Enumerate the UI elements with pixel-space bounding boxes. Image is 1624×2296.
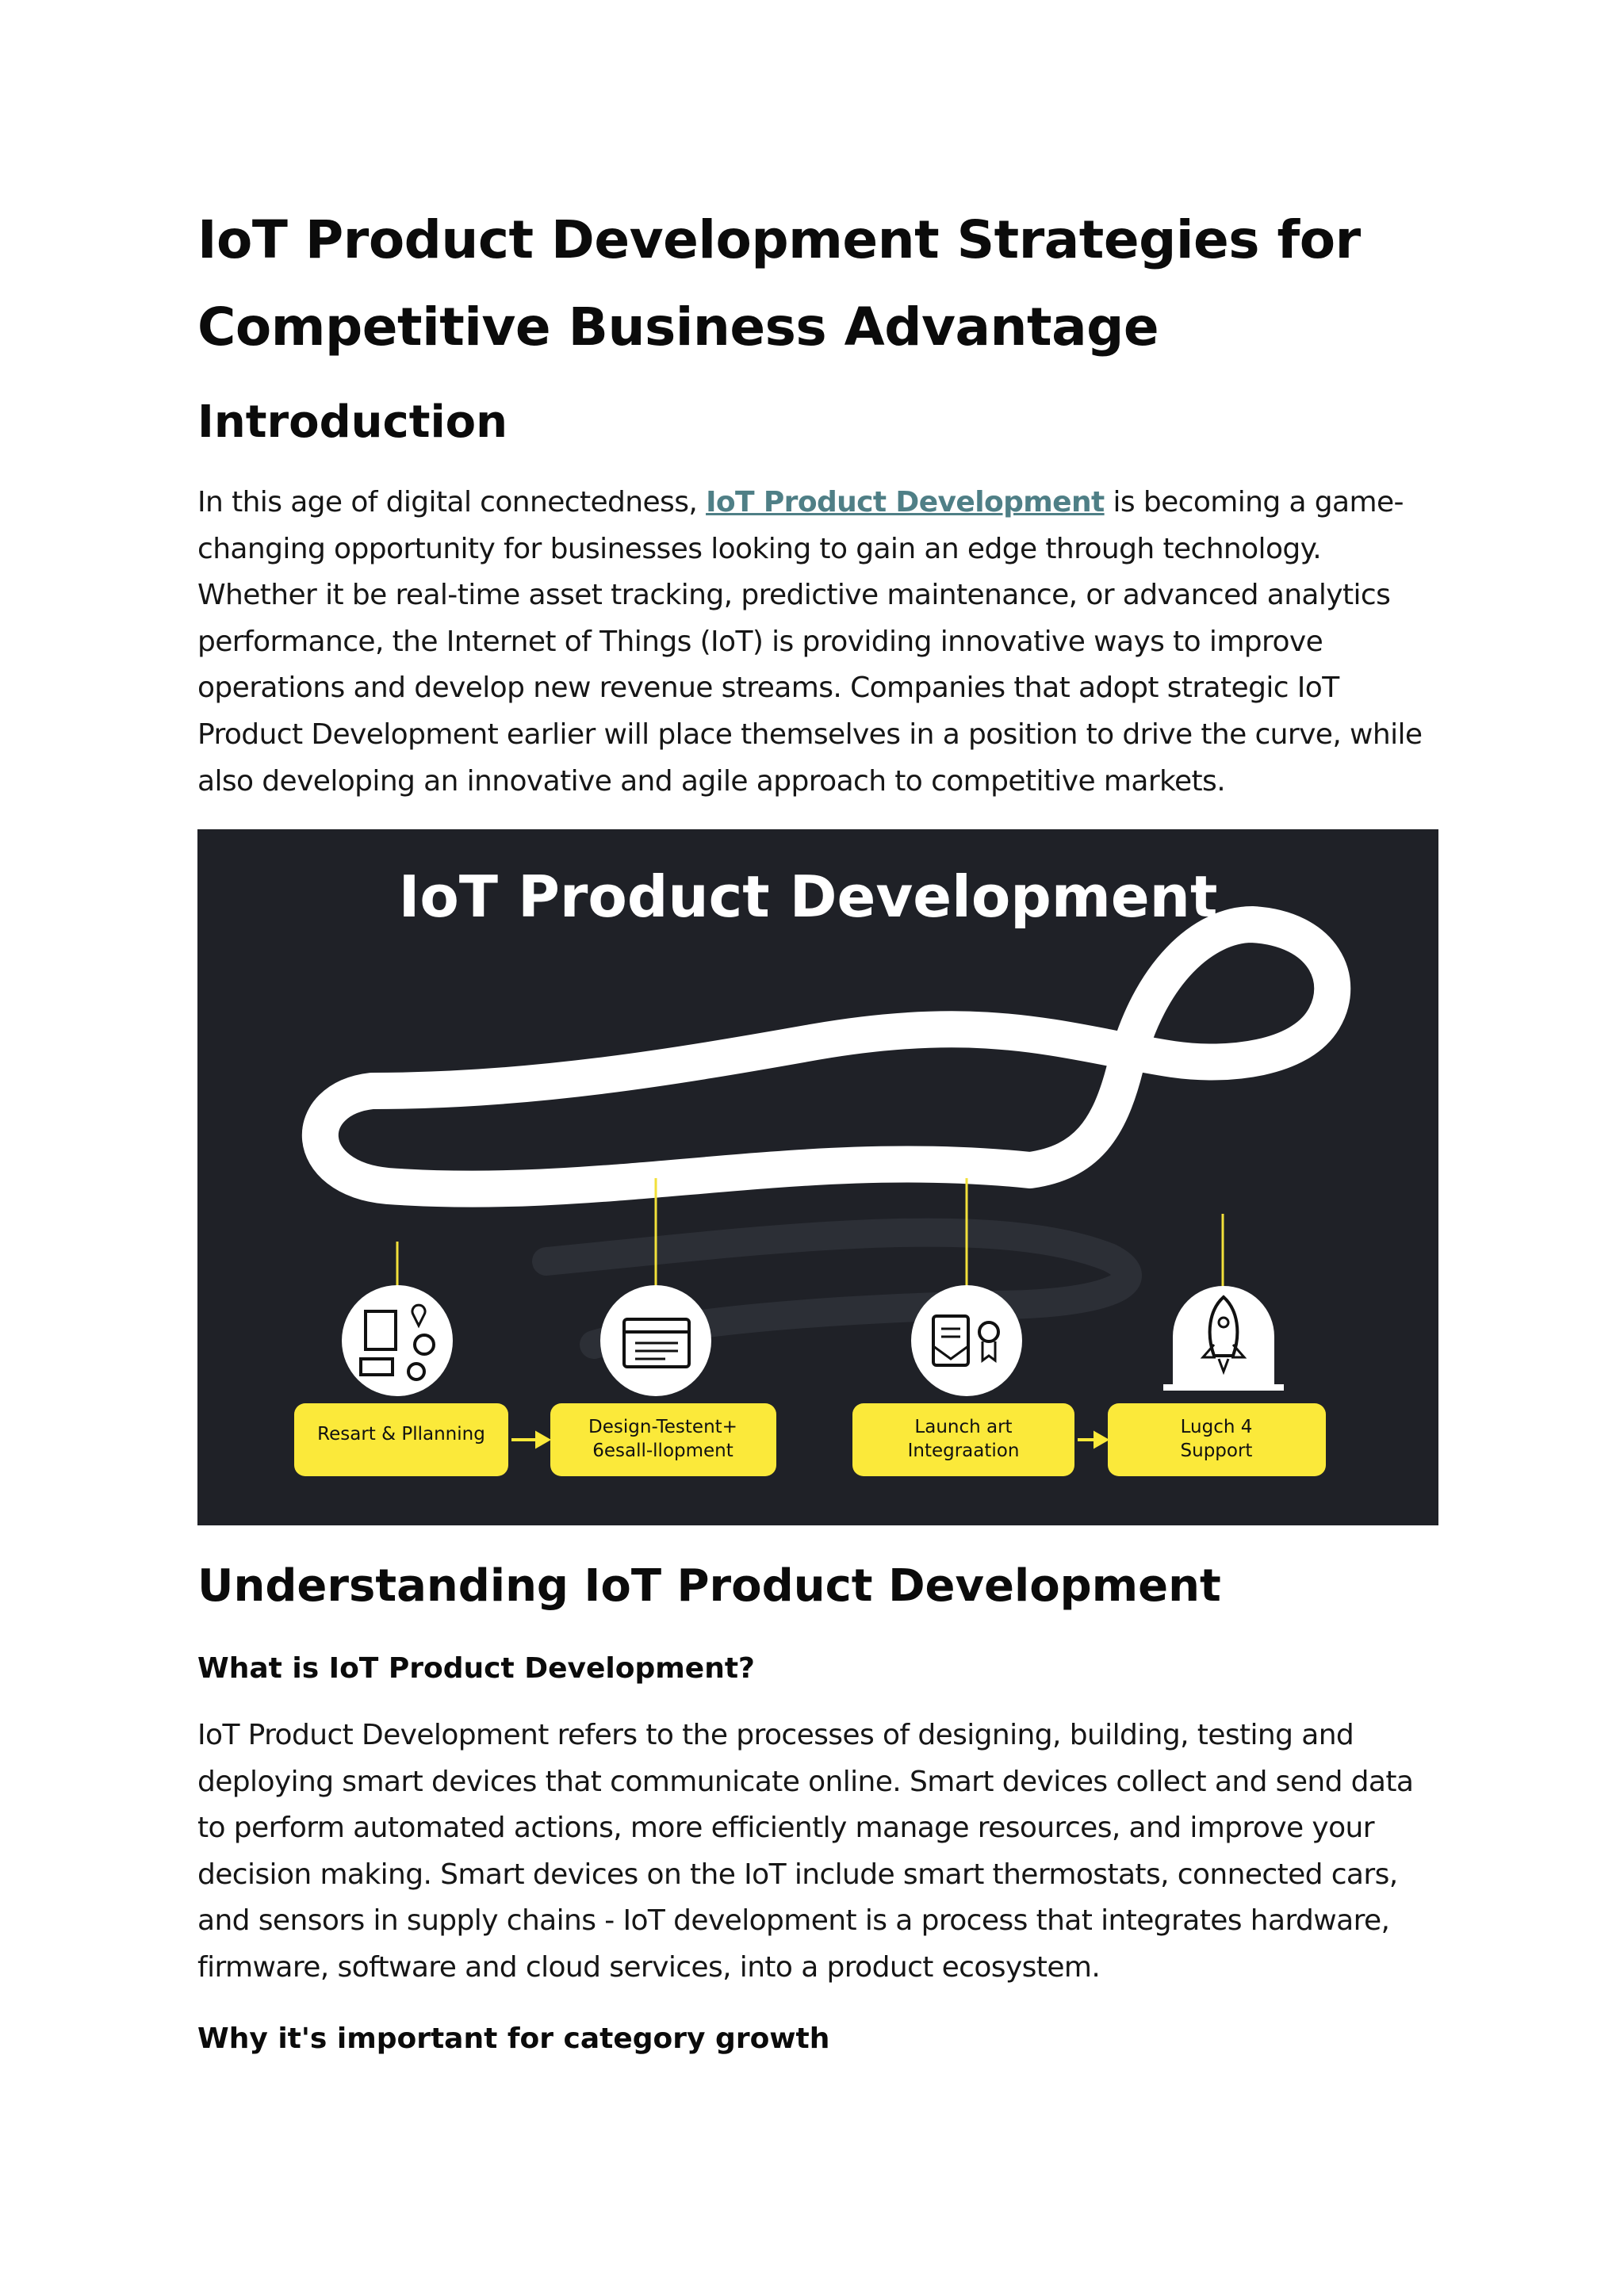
step-label-4 (1108, 1403, 1326, 1476)
rocket-laptop-icon (1163, 1286, 1284, 1391)
roadmap-illustration (197, 829, 1438, 1525)
clipboard-award-icon (911, 1285, 1022, 1396)
documents-gears-icon (342, 1285, 453, 1396)
step-label-2 (550, 1403, 776, 1476)
step-2-text-line1: Design-Testent+ (588, 1417, 737, 1437)
step-4-text-line2: Support (1180, 1441, 1253, 1461)
intro-paragraph (197, 480, 1438, 805)
iot-product-development-link[interactable]: IoT Product Development (706, 486, 1105, 519)
intro-heading: Introduction (197, 396, 508, 448)
what-is-paragraph: IoT Product Development refers to the processes of designing, building, testing and deploying smart devices that communicate online. Smart devices collect and send data to perform automated actions, more efficiently manage resources, and improve your decision making. Smart devices on the IoT include smart thermostats, connected cars, and sensors in supply chains - IoT development is a process that integrates hardware, firmware, software and cloud services, into a product ecosystem. (197, 1719, 1414, 1984)
understanding-heading: Understanding IoT Product Development (197, 1560, 1221, 1612)
step-4-text-line1: Lugch 4 (1180, 1417, 1253, 1437)
step-3-text-line1: Launch art (914, 1417, 1013, 1437)
what-is-heading: What is IoT Product Development? (197, 1652, 755, 1685)
iot-roadmap-figure (197, 829, 1438, 1525)
step-2-text-line2: 6esall-llopment (592, 1441, 733, 1461)
step-label-1 (294, 1403, 508, 1476)
winding-road (320, 924, 1332, 1189)
page-title: IoT Product Development Strategies for Competitive Business Advantage (197, 209, 1361, 358)
intro-text-end: is becoming a game-changing opportunity for businesses looking to gain an edge through technology. Whether it be real-time asset tracking, predictive maintenance, or advanced analytics performance, the Internet of Things (IoT) is providing innovative ways to improve operations and develop new revenue streams. Companies that adopt strategic IoT Product Development earlier will place themselves in a position to drive the curve, while also developing an innovative and agile approach to competitive markets. (197, 486, 1423, 798)
browser-window-icon (600, 1285, 711, 1396)
step-label-3 (852, 1403, 1074, 1476)
figure-title: IoT Product Development (398, 863, 1218, 930)
intro-text-start: In this age of digital connectedness, (197, 486, 707, 519)
step-3-text-line2: Integraation (907, 1441, 1020, 1461)
step-1-text: Resart & Pllanning (317, 1424, 485, 1445)
why-important-heading: Why it's important for category growth (197, 2022, 830, 2055)
